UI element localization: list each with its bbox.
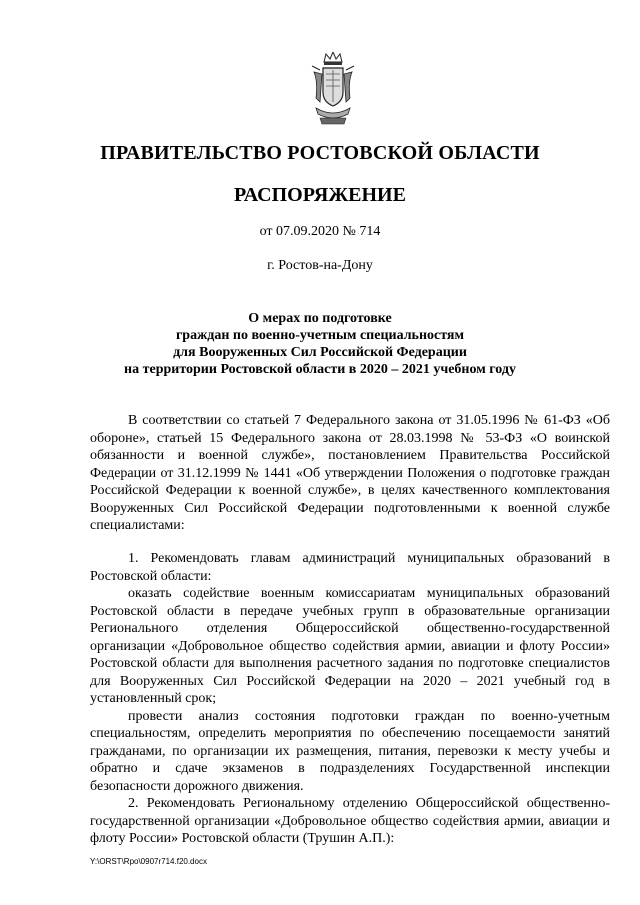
subject-line: для Вооруженных Сил Российской Федерации xyxy=(173,345,467,360)
city-line: г. Ростов-на-Дону xyxy=(267,258,373,273)
document-subject xyxy=(0,310,640,378)
item-2-paragraph: 2. Рекомендовать Региональному отделению Общероссийской общественно-государственной организации «Добровольное общество содействия армии, авиации и флоту России» Ростовской области (Трушин А.П.): xyxy=(90,796,610,846)
subject-line: О мерах по подготовке xyxy=(248,311,392,326)
government-title: ПРАВИТЕЛЬСТВО РОСТОВСКОЙ ОБЛАСТИ xyxy=(100,142,540,164)
subject-line: на территории Ростовской области в 2020 – 2021 учебном году xyxy=(124,362,516,377)
date-number-line: от 07.09.2020 № 714 xyxy=(259,224,381,239)
item-1a-paragraph: оказать содействие военным комиссариатам муниципальных образований Ростовской области в передаче учебных групп в образовательные организации Регионального отделения Общероссийской общественно-государственной организации «Добровольное общество содействия армии, авиации и флоту России» Ростовской области для выполнения расчетного задания по подготовке специалистов для Вооруженных Сил Российской Федерации на 2020 – 2021 учебный год в установленный срок; xyxy=(90,586,610,706)
preamble-section xyxy=(90,412,610,535)
items-section xyxy=(90,550,610,848)
item-1b-paragraph: провести анализ состояния подготовки граждан по военно-учетным специальностям, определить мероприятия по обеспечению посещаемости занятий гражданами, по организации их размещения, питания, перевозки к месту учебы и обратно и сдаче экзаменов в подразделениях Государственной инспекции безопасности дорожного движения. xyxy=(90,708,610,794)
subject-line: граждан по военно-учетным специальностям xyxy=(175,328,465,343)
rostov-oblast-coat-of-arms-icon xyxy=(310,52,356,126)
file-path-footer: Y:\ORST\Rpo\0907r714.f20.docx xyxy=(90,857,207,866)
document-type-title: РАСПОРЯЖЕНИЕ xyxy=(234,184,406,206)
item-1-paragraph: 1. Рекомендовать главам администраций муниципальных образований в Ростовской области: xyxy=(90,551,610,584)
preamble-paragraph: В соответствии со статьей 7 Федерального закона от 31.05.1996 № 61-ФЗ «Об обороне», статьей 15 Федерального закона от 28.03.1998 № 53-ФЗ «О воинской обязанности и военной службе», постановлением Правительства Российской Федерации от 31.12.1999 № 1441 «Об утверждении Положения о подготовке граждан Российской Федерации к военной службе», в целях качественного комплектования Вооруженных Сил Российской Федерации подготовленными к военной службе специалистами: xyxy=(90,413,610,533)
